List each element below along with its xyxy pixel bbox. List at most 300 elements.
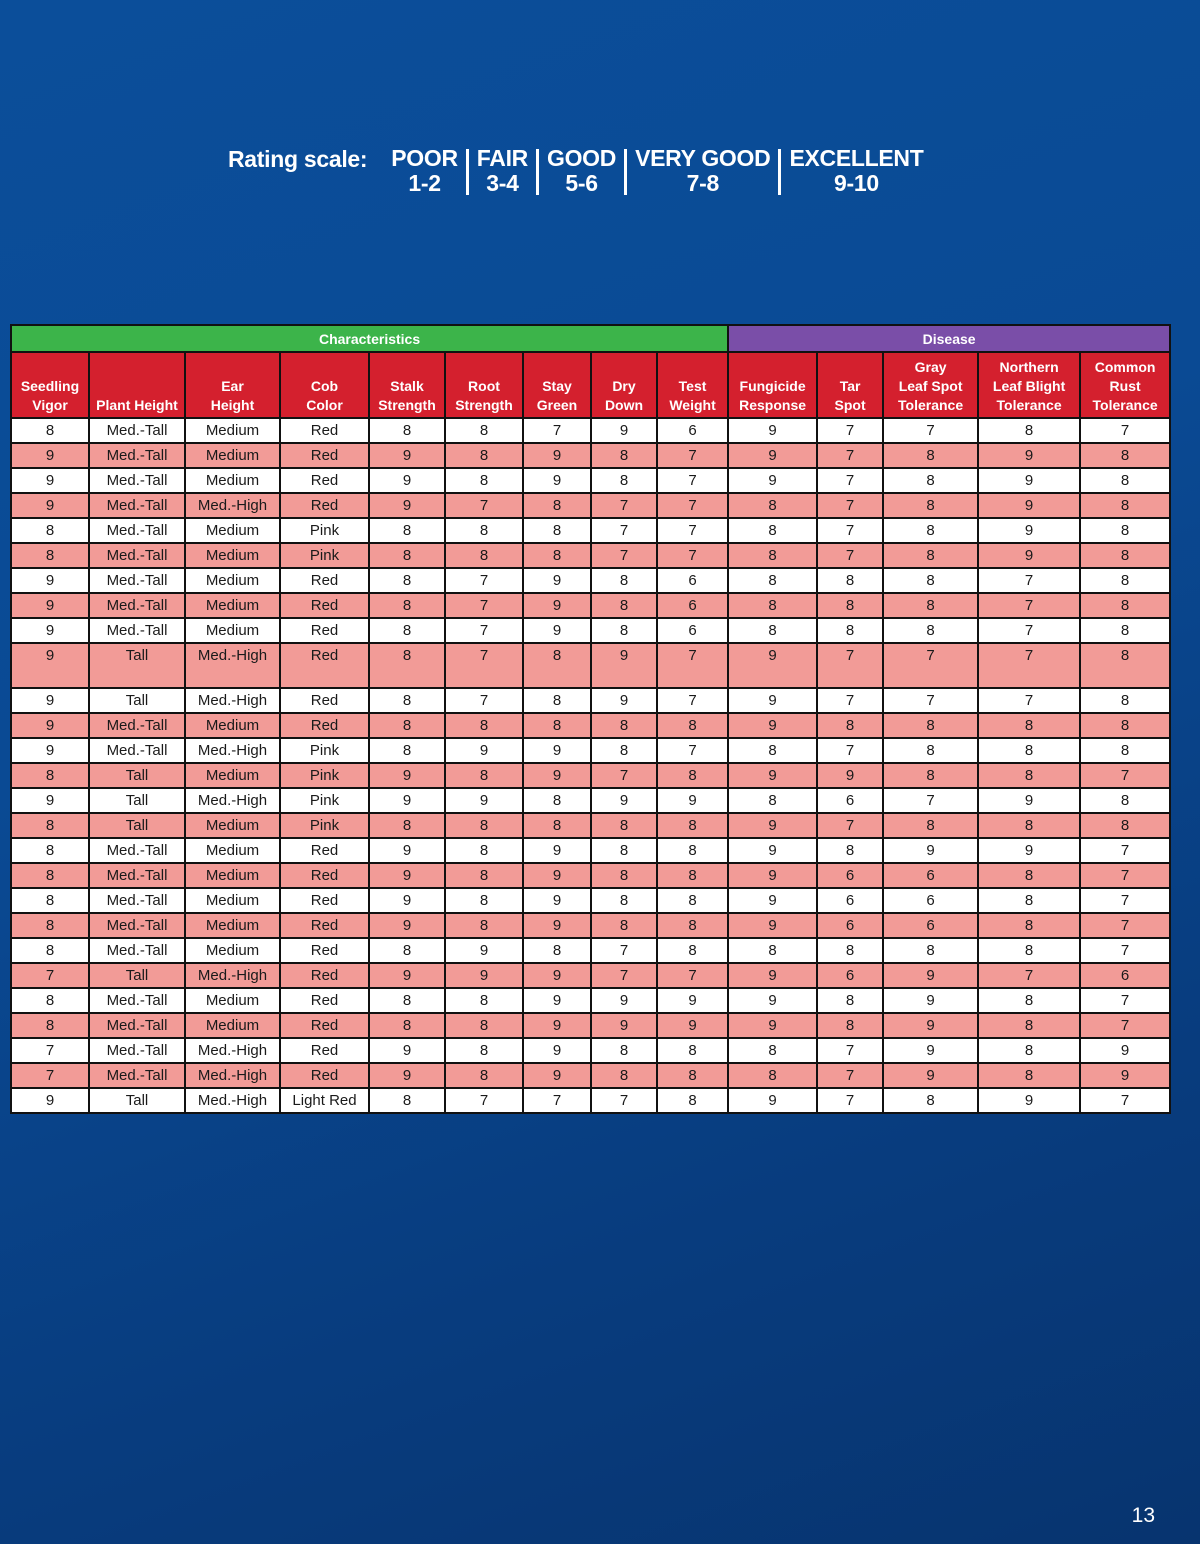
table-cell: 9 — [591, 988, 657, 1013]
table-cell: 8 — [11, 988, 89, 1013]
table-cell: 7 — [883, 688, 978, 713]
table-cell: 9 — [523, 1038, 591, 1063]
table-cell: Med.-Tall — [89, 518, 185, 543]
column-header-line: Strength — [378, 397, 436, 413]
table-cell: 8 — [657, 913, 728, 938]
table-cell: 8 — [445, 838, 523, 863]
table-cell: Med.-Tall — [89, 1038, 185, 1063]
table-cell: 8 — [369, 713, 445, 738]
table-cell: 8 — [978, 913, 1080, 938]
table-cell: Med.-Tall — [89, 543, 185, 568]
column-header — [369, 352, 445, 418]
table-cell: Pink — [280, 813, 369, 838]
table-cell: 9 — [883, 963, 978, 988]
column-header — [89, 352, 185, 418]
table-cell: Red — [280, 643, 369, 688]
table-cell: 8 — [445, 863, 523, 888]
table-cell: 8 — [657, 1088, 728, 1113]
table-row — [11, 1088, 1170, 1113]
table-cell: 9 — [445, 738, 523, 763]
table-cell: 7 — [657, 518, 728, 543]
table-cell: 7 — [1080, 1013, 1170, 1038]
table-cell: 9 — [369, 788, 445, 813]
table-cell: 9 — [883, 988, 978, 1013]
column-header — [817, 352, 883, 418]
table-cell: 8 — [1080, 568, 1170, 593]
table-cell: 8 — [445, 443, 523, 468]
table-cell: 8 — [883, 543, 978, 568]
table-row — [11, 788, 1170, 813]
table-cell: 8 — [1080, 738, 1170, 763]
table-cell: Medium — [185, 418, 280, 443]
table-cell: Medium — [185, 813, 280, 838]
table-cell: 9 — [369, 443, 445, 468]
table-cell: 7 — [817, 518, 883, 543]
page-number: 13 — [1131, 1504, 1155, 1527]
table-cell: Med.-Tall — [89, 738, 185, 763]
table-cell: 8 — [523, 643, 591, 688]
column-header-line: Spot — [834, 397, 866, 413]
table-cell: 8 — [11, 938, 89, 963]
table-cell: Medium — [185, 888, 280, 913]
table-cell: 6 — [657, 568, 728, 593]
column-header-line: Root — [468, 378, 500, 394]
table-cell: Med.-Tall — [89, 988, 185, 1013]
table-cell: 9 — [728, 913, 817, 938]
table-cell: 8 — [1080, 443, 1170, 468]
table-cell: 9 — [523, 738, 591, 763]
table-row — [11, 1038, 1170, 1063]
table-cell: 8 — [883, 518, 978, 543]
table-cell: 8 — [883, 593, 978, 618]
table-row — [11, 568, 1170, 593]
table-cell: 6 — [817, 888, 883, 913]
table-cell: 8 — [657, 813, 728, 838]
table-row — [11, 1013, 1170, 1038]
table-cell: Pink — [280, 543, 369, 568]
table-cell: 9 — [883, 1038, 978, 1063]
table-cell: Medium — [185, 913, 280, 938]
table-cell: Pink — [280, 738, 369, 763]
table-cell: Med.-Tall — [89, 618, 185, 643]
rating-scale — [228, 146, 931, 202]
table-cell: 9 — [369, 838, 445, 863]
table-cell: 8 — [591, 568, 657, 593]
table-cell: Tall — [89, 788, 185, 813]
table-row — [11, 813, 1170, 838]
table-cell: 8 — [883, 938, 978, 963]
table-cell: 7 — [817, 493, 883, 518]
table-cell: 9 — [591, 688, 657, 713]
table-cell: 9 — [728, 838, 817, 863]
table-cell: 8 — [657, 888, 728, 913]
table-cell: Red — [280, 493, 369, 518]
table-cell: 9 — [657, 788, 728, 813]
table-cell: 8 — [445, 543, 523, 568]
table-cell: 7 — [978, 593, 1080, 618]
table-cell: 7 — [591, 1088, 657, 1113]
column-header-line: Northern — [999, 359, 1059, 375]
table-cell: 7 — [978, 618, 1080, 643]
table-cell: 7 — [657, 543, 728, 568]
table-cell: 8 — [445, 988, 523, 1013]
table-cell: 8 — [883, 813, 978, 838]
table-cell: 8 — [523, 543, 591, 568]
table-cell: 8 — [445, 1063, 523, 1088]
table-cell: 9 — [11, 493, 89, 518]
rating-level-good — [539, 146, 624, 196]
table-row — [11, 593, 1170, 618]
table-row — [11, 863, 1170, 888]
column-header-line: Down — [604, 397, 644, 413]
table-row — [11, 738, 1170, 763]
table-cell: 8 — [445, 913, 523, 938]
table-cell: 9 — [523, 963, 591, 988]
table-cell: Medium — [185, 988, 280, 1013]
table-cell: Red — [280, 913, 369, 938]
table-cell: 8 — [978, 763, 1080, 788]
table-cell: 8 — [11, 888, 89, 913]
column-header-line: Seedling — [20, 378, 80, 394]
table-cell: 6 — [657, 618, 728, 643]
rating-level-range: 1-2 — [408, 170, 441, 196]
table-cell: 8 — [883, 493, 978, 518]
table-cell: 8 — [728, 618, 817, 643]
column-header-line: Color — [306, 397, 343, 413]
table-cell: 8 — [591, 443, 657, 468]
table-cell: Med.-High — [185, 1088, 280, 1113]
table-cell: 8 — [728, 518, 817, 543]
table-cell: 7 — [817, 1063, 883, 1088]
table-cell: 9 — [445, 963, 523, 988]
table-cell: 9 — [728, 418, 817, 443]
table-cell: 7 — [523, 418, 591, 443]
table-row — [11, 493, 1170, 518]
table-cell: 8 — [591, 1038, 657, 1063]
table-cell: 8 — [657, 838, 728, 863]
table-cell: 7 — [591, 938, 657, 963]
table-cell: 9 — [591, 643, 657, 688]
table-cell: 8 — [369, 938, 445, 963]
table-cell: 8 — [11, 913, 89, 938]
table-cell: 8 — [1080, 618, 1170, 643]
table-cell: 7 — [445, 688, 523, 713]
table-cell: 9 — [523, 838, 591, 863]
table-cell: Med.-Tall — [89, 938, 185, 963]
table-cell: 9 — [728, 813, 817, 838]
rating-level-poor — [383, 146, 466, 196]
table-cell: 8 — [978, 863, 1080, 888]
table-cell: 8 — [523, 688, 591, 713]
table-cell: Med.-Tall — [89, 838, 185, 863]
column-header-line: Weight — [669, 397, 716, 413]
table-cell: 7 — [657, 443, 728, 468]
column-header-line: Tolerance — [898, 397, 964, 413]
table-cell: 8 — [523, 713, 591, 738]
table-cell: Red — [280, 888, 369, 913]
table-cell: 7 — [1080, 418, 1170, 443]
table-cell: 9 — [523, 888, 591, 913]
table-cell: 8 — [817, 713, 883, 738]
table-cell: Red — [280, 713, 369, 738]
table-cell: 8 — [369, 738, 445, 763]
table-cell: Medium — [185, 863, 280, 888]
table-cell: Medium — [185, 443, 280, 468]
table-cell: 8 — [883, 468, 978, 493]
table-cell: 8 — [1080, 713, 1170, 738]
table-cell: Med.-Tall — [89, 888, 185, 913]
table-cell: 9 — [657, 1013, 728, 1038]
table-cell: 9 — [369, 493, 445, 518]
table-cell: 8 — [591, 888, 657, 913]
table-cell: Red — [280, 963, 369, 988]
table-cell: 8 — [369, 543, 445, 568]
table-cell: 9 — [1080, 1063, 1170, 1088]
table-cell: Medium — [185, 568, 280, 593]
table-cell: 7 — [817, 543, 883, 568]
table-cell: 8 — [978, 1038, 1080, 1063]
table-cell: 6 — [817, 788, 883, 813]
table-cell: 9 — [11, 788, 89, 813]
table-cell: Red — [280, 418, 369, 443]
table-cell: Red — [280, 863, 369, 888]
table-cell: 7 — [817, 813, 883, 838]
table-cell: 8 — [1080, 493, 1170, 518]
table-cell: Medium — [185, 518, 280, 543]
column-header-line: Tolerance — [996, 397, 1062, 413]
column-header-line: Green — [536, 397, 578, 413]
table-cell: 6 — [657, 593, 728, 618]
column-header-line: Gray — [914, 359, 947, 375]
table-cell: 8 — [728, 788, 817, 813]
table-cell: 7 — [817, 688, 883, 713]
table-cell: Red — [280, 568, 369, 593]
table-cell: Med.-High — [185, 688, 280, 713]
table-cell: 9 — [978, 788, 1080, 813]
table-cell: 7 — [1080, 938, 1170, 963]
column-header-line: Cob — [310, 378, 339, 394]
column-header — [728, 352, 817, 418]
table-cell: 8 — [817, 618, 883, 643]
table-row — [11, 543, 1170, 568]
table-cell: 7 — [1080, 1088, 1170, 1113]
table-cell: Medium — [185, 938, 280, 963]
table-cell: 7 — [1080, 763, 1170, 788]
rating-level-name: EXCELLENT — [789, 145, 924, 171]
table-cell: 9 — [728, 643, 817, 688]
table-cell: Med.-High — [185, 493, 280, 518]
table-cell: 8 — [728, 1038, 817, 1063]
table-cell: 7 — [817, 738, 883, 763]
table-cell: 8 — [11, 1013, 89, 1038]
table-cell: 9 — [523, 913, 591, 938]
table-cell: Red — [280, 443, 369, 468]
table-cell: Med.-High — [185, 963, 280, 988]
table-cell: Medium — [185, 468, 280, 493]
table-cell: 7 — [978, 643, 1080, 688]
table-cell: 8 — [728, 568, 817, 593]
table-cell: 8 — [817, 838, 883, 863]
table-cell: 7 — [445, 593, 523, 618]
table-cell: Red — [280, 618, 369, 643]
table-cell: Red — [280, 838, 369, 863]
table-cell: 8 — [978, 713, 1080, 738]
table-cell: 8 — [591, 593, 657, 618]
column-header-line: Fungicide — [739, 378, 806, 394]
table-cell: 9 — [369, 863, 445, 888]
column-header — [1080, 352, 1170, 418]
table-cell: 8 — [883, 713, 978, 738]
table-cell: Red — [280, 938, 369, 963]
table-cell: 8 — [657, 763, 728, 788]
table-cell: 8 — [978, 418, 1080, 443]
table-cell: 8 — [369, 988, 445, 1013]
table-cell: 8 — [883, 738, 978, 763]
table-cell: Med.-Tall — [89, 493, 185, 518]
table-cell: 7 — [1080, 888, 1170, 913]
column-header-line: Tolerance — [1092, 397, 1158, 413]
table-cell: 9 — [523, 988, 591, 1013]
table-cell: 6 — [883, 888, 978, 913]
table-cell: 7 — [657, 688, 728, 713]
table-cell: 8 — [817, 1013, 883, 1038]
table-cell: 8 — [445, 763, 523, 788]
table-cell: 8 — [817, 938, 883, 963]
table-cell: Med.-Tall — [89, 1063, 185, 1088]
table-cell: 8 — [657, 1063, 728, 1088]
column-header-line: Stay — [542, 378, 572, 394]
table-cell: 8 — [369, 813, 445, 838]
table-cell: 8 — [1080, 643, 1170, 688]
table-cell: 8 — [591, 838, 657, 863]
table-cell: Med.-Tall — [89, 593, 185, 618]
table-cell: 8 — [369, 593, 445, 618]
table-cell: 9 — [523, 593, 591, 618]
table-cell: 9 — [369, 763, 445, 788]
table-cell: 6 — [1080, 963, 1170, 988]
table-cell: 8 — [523, 813, 591, 838]
table-cell: 8 — [523, 518, 591, 543]
group-header-characteristics: Characteristics — [11, 325, 728, 352]
table-row — [11, 468, 1170, 493]
table-cell: Tall — [89, 813, 185, 838]
table-cell: 9 — [978, 838, 1080, 863]
table-cell: 9 — [728, 988, 817, 1013]
table-cell: 7 — [883, 643, 978, 688]
table-cell: 7 — [1080, 913, 1170, 938]
table-cell: 8 — [11, 838, 89, 863]
table-cell: 8 — [728, 1063, 817, 1088]
column-header-line: Leaf Blight — [992, 378, 1066, 394]
table-cell: 8 — [817, 593, 883, 618]
table-row — [11, 888, 1170, 913]
hybrid-ratings-table — [10, 324, 1171, 1114]
table-cell: 9 — [728, 713, 817, 738]
table-cell: 8 — [369, 618, 445, 643]
table-cell: 8 — [591, 913, 657, 938]
rating-level-fair — [469, 146, 536, 196]
table-cell: Tall — [89, 643, 185, 688]
table-cell: 8 — [369, 1088, 445, 1113]
column-header — [883, 352, 978, 418]
table-cell: 7 — [978, 568, 1080, 593]
table-cell: 8 — [591, 468, 657, 493]
table-cell: 8 — [11, 543, 89, 568]
rating-level-very-good — [627, 146, 778, 196]
rating-scale-label: Rating scale: — [228, 146, 368, 172]
table-cell: Medium — [185, 543, 280, 568]
table-row — [11, 618, 1170, 643]
table-cell: 7 — [1080, 838, 1170, 863]
table-cell: Med.-High — [185, 643, 280, 688]
table-cell: 8 — [523, 493, 591, 518]
table-cell: 7 — [523, 1088, 591, 1113]
table-cell: Red — [280, 688, 369, 713]
table-cell: 7 — [445, 643, 523, 688]
column-header — [591, 352, 657, 418]
table-cell: Med.-Tall — [89, 443, 185, 468]
table-cell: 8 — [369, 568, 445, 593]
table-cell: 8 — [978, 1063, 1080, 1088]
table-cell: 9 — [728, 443, 817, 468]
table-cell: 7 — [591, 763, 657, 788]
table-cell: 8 — [728, 593, 817, 618]
table-cell: 8 — [369, 418, 445, 443]
table-cell: 9 — [978, 493, 1080, 518]
table-cell: 7 — [657, 468, 728, 493]
table-cell: 7 — [657, 738, 728, 763]
table-cell: 8 — [883, 568, 978, 593]
table-cell: Med.-High — [185, 788, 280, 813]
table-cell: 8 — [978, 988, 1080, 1013]
table-cell: 9 — [11, 688, 89, 713]
table-cell: 8 — [657, 1038, 728, 1063]
rating-level-excellent — [781, 146, 931, 196]
table-cell: 8 — [728, 738, 817, 763]
column-header-line: Vigor — [32, 397, 68, 413]
table-cell: 8 — [523, 938, 591, 963]
table-cell: 9 — [11, 1088, 89, 1113]
table-cell: Med.-High — [185, 1038, 280, 1063]
table-cell: 8 — [1080, 468, 1170, 493]
table-cell: 9 — [11, 468, 89, 493]
table-cell: 7 — [591, 518, 657, 543]
table-cell: 9 — [369, 963, 445, 988]
table-cell: 9 — [1080, 1038, 1170, 1063]
table-cell: 9 — [11, 568, 89, 593]
table-cell: 7 — [591, 493, 657, 518]
table-cell: 7 — [1080, 863, 1170, 888]
table-cell: Light Red — [280, 1088, 369, 1113]
column-header-line: Response — [739, 397, 807, 413]
table-row — [11, 988, 1170, 1013]
table-cell: 9 — [523, 763, 591, 788]
column-header-line: Plant Height — [96, 397, 178, 413]
table-cell: Tall — [89, 1088, 185, 1113]
rating-level-range: 7-8 — [686, 170, 719, 196]
table-cell: 7 — [817, 443, 883, 468]
table-cell: 9 — [728, 468, 817, 493]
table-row — [11, 688, 1170, 713]
column-header-line: Dry — [612, 378, 636, 394]
table-row — [11, 763, 1170, 788]
table-cell: 9 — [11, 643, 89, 688]
table-cell: 9 — [369, 1063, 445, 1088]
table-cell: 8 — [445, 713, 523, 738]
table-cell: 7 — [817, 418, 883, 443]
table-cell: 7 — [445, 618, 523, 643]
table-cell: 9 — [817, 763, 883, 788]
